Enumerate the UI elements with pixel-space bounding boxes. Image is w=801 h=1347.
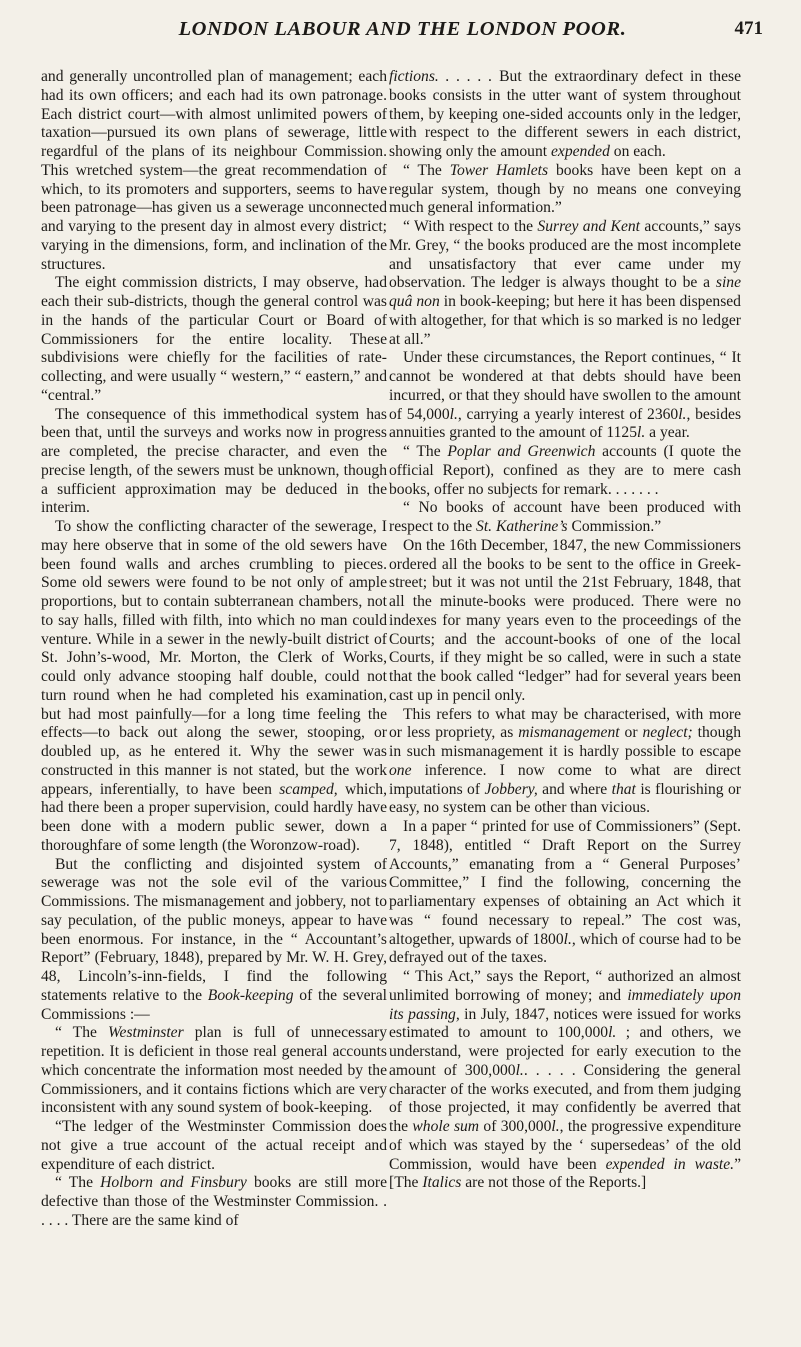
text-run: of the several Commissions :— <box>41 986 387 1023</box>
text-run: To show the conflicting character of the sewerage, I may here observe that in some of the old sewers have been found walls and arches crumbling to pieces. Some old sewers were found to be not only of ample proportions, but to contain subterranean chambers, not to say halls, filled with filth, into which no man could venture. While in a sewer in the newly-built district of St. John’s-wood, Mr. Morton, the Clerk of Works, could only advance stooping half double, could not turn round when he had completed his examination, but had most painfully—for a long time feeling the effects—to back out along the sewer, stooping, or doubled up, as he entered it. Why the sewer was constructed in this manner is not stated, but the work appears, inferentially, to have been <box>41 518 387 798</box>
paragraph <box>41 1174 387 1230</box>
text-run: or <box>619 724 643 742</box>
text-run: , which of course had to be defrayed out of the taxes. <box>389 930 741 967</box>
italic-text: l. <box>637 424 646 442</box>
italic-text: Book-keeping <box>207 986 294 1004</box>
italic-text: mismanagement <box>518 724 620 742</box>
text-run: But the extraordinary defect in these books consists in the utter want of system throughout them, by keeping one-sided accounts only in the ledger, with respect to the different sewers in each district, showing only the amount <box>389 68 741 160</box>
text-run: The consequence of this immethodical system has been that, until the surveys and works now in progress are completed, the precise character, and even the precise length, of the sewers must be unknown, though a sufficient approximation may be deduced in the interim. <box>41 405 387 517</box>
italic-text: Tower Hamlets <box>449 161 549 179</box>
text-run: on each. <box>609 143 666 160</box>
text-run: “ The <box>403 443 448 460</box>
text-run: This refers to what may be characterised, with more or less propriety, as <box>389 705 741 742</box>
paragraph <box>41 406 387 519</box>
italic-text: whole sum <box>412 1118 480 1135</box>
text-run: , besides annuities granted to the amount of 1125 <box>389 405 741 442</box>
paragraph <box>389 706 741 819</box>
italic-text: Poplar and Greenwich <box>447 443 596 460</box>
italic-text: l. <box>515 1061 524 1079</box>
paragraph <box>389 537 741 706</box>
text-run: accounts (I quote the official Report), confined as they are to mere cash books, offer no subjects for remark. . . . . . . <box>389 443 741 498</box>
right-column <box>389 68 741 1328</box>
italic-text: Holborn and Finsbury <box>100 1174 247 1192</box>
italic-text: Westminster <box>107 1024 184 1042</box>
text-run: in book-keeping; but here it has been dispensed with altogether, for that which is so marked is no ledger at all.” <box>389 293 741 348</box>
text-run: ; and others, we understand, were projected for early execution to the amount of 300,000 <box>389 1024 741 1079</box>
running-head <box>42 18 763 52</box>
text-run: . . . . . Considering the general character of the works executed, and from them judging of those projected, it may confidently be averred that the <box>389 1061 741 1135</box>
paragraph <box>41 518 387 856</box>
text-run: Commission.” <box>567 518 662 535</box>
italic-text: expended in waste. <box>605 1155 735 1173</box>
text-run: ” [The <box>389 1155 741 1192</box>
italic-text: l. <box>608 1024 617 1042</box>
text-run: On the 16th December, 1847, the new Commissioners ordered all the books to be sent to the office in Greek-street; but it was not until the 21st February, 1848, that all the minute-books were produced. There were no indexes for many years even to the proceedings of the Courts; and the account-books of one of the local Courts, if they might be so called, were in such a state that the book called “ledger” had for several years been cast up in pencil only. <box>389 536 741 704</box>
paragraph <box>389 499 741 537</box>
text-run: In a paper “ printed for use of Commissioners” (Sept. 7, 1848), entitled “ Draft Report on the Surrey Accounts,” emanating from a “ General Purposes’ Committee,” I find the following, concerning the parliamentary expenses of obtaining an Act which it was “ found necessary to repeal.” The cost was, altogether, upwards of 1800 <box>389 818 741 948</box>
text-run: is flourishing or easy, no system can be other than vicious. <box>389 780 741 817</box>
italic-text: Surrey and Kent <box>537 218 641 235</box>
italic-text: immediately upon its passing, <box>389 986 741 1023</box>
running-title: LONDON LABOUR AND THE LONDON POOR. <box>178 18 627 40</box>
text-run: “ This Act,” says the Report, “ authorized an almost unlimited borrowing of money; and <box>389 968 741 1004</box>
text-run: though in such mismanagement it is hardly possible to escape <box>389 724 741 760</box>
text-run: which, had there been a proper supervision, could hardly have been done with a modern public sewer, down a thoroughfare of some length (the Woronzow-road). <box>41 780 387 854</box>
paragraph <box>389 818 741 968</box>
italic-text: l. <box>563 930 572 948</box>
italic-text: expended <box>551 143 610 160</box>
text-run: accounts,” says Mr. Grey, “ the books produced are the most incomplete and unsatisfactory that ever came under my observation. The ledger is always thought to be a <box>389 218 741 292</box>
paragraph <box>41 1118 387 1174</box>
paragraph <box>41 68 387 274</box>
page-number: 471 <box>734 18 763 39</box>
italic-text: one <box>389 761 412 779</box>
text-run: inference. I now come to what are direct imputations of <box>389 761 741 798</box>
text-run: and where <box>537 780 612 798</box>
text-run: books are still more defective than those of the Westminster Commission. . . . . . There are the same kind of <box>41 1174 387 1229</box>
italic-text: Italics <box>422 1174 462 1192</box>
paragraph <box>389 218 741 349</box>
text-run: “The ledger of the Westminster Commission does not give a true account of the actual receipt and expenditure of each district. <box>41 1118 387 1173</box>
paragraph <box>389 68 741 162</box>
text-run: , carrying a yearly interest of 2360 <box>457 405 679 423</box>
text-run: The eight commission districts, I may observe, had each their sub-districts, though the general control was in the hands of the particular Court or Board of Commissioners for the entire locality. These subdivisions were chiefly for the facilities of rate-collecting, and were usually “ western,” “ eastern,” and “central.” <box>41 274 387 404</box>
paragraph <box>41 1024 387 1118</box>
text-run: plan is full of unnecessary repetition. It is deficient in those real general accounts which concentrate the information most needed by the Commissioners, and it contains fictions which are very inconsistent with any sound system of book-keeping. <box>41 1024 387 1117</box>
italic-text: sine quâ non <box>389 274 741 310</box>
italic-text: l. <box>551 1118 560 1135</box>
text-run: a year. <box>645 424 690 442</box>
paragraph <box>389 968 741 1193</box>
text-run: “ With respect to the <box>403 218 538 235</box>
italic-text: Jobbery, <box>484 780 538 798</box>
text-run: “ No books of account have been produced with respect to the <box>389 499 741 535</box>
paragraph <box>389 349 741 443</box>
italic-text: scamped, <box>279 780 338 798</box>
text-run: of 300,000 <box>479 1118 552 1135</box>
italic-text: fictions. . . . . . <box>389 68 493 85</box>
italic-text: neglect; <box>642 724 693 742</box>
text-run: and generally uncontrolled plan of management; each had its own officers; and each had its own patronage. Each district court—with almost unlimited powers of taxation—pursued its own plans of sewerage, little regardful of the plans of its neighbour Commission. This wretched system—the great recommendation of which, to its promoters and supporters, seems to have been patronage—has given us a sewerage unconnected and varying to the present day in almost every district; varying in the dimensions, form, and inclination of the structures. <box>41 68 387 273</box>
paragraph <box>41 274 387 405</box>
paragraph <box>41 856 387 1025</box>
text-run: “ The <box>403 161 450 179</box>
text-run: But the conflicting and disjointed system of sewerage was not the sole evil of the various Commissions. The mismanagement and jobbery, not to say peculation, of the public moneys, appear to have been enormous. For instance, in the “ Accountant’s Report” (February, 1848), prepared by Mr. W. H. Grey, 48, Lincoln’s-inn-fields, I find the following statements relative to the <box>41 855 387 1004</box>
text-run: in July, 1847, notices were issued for works estimated to amount to 100,000 <box>389 1005 741 1042</box>
text-run: “ The <box>55 1024 108 1042</box>
text-run: Under these circumstances, the Report continues, “ It cannot be wondered at that debts should have been incurred, or that they should have swollen to the amount of 54,000 <box>389 349 741 423</box>
italic-text: l. <box>678 405 687 423</box>
italic-text: that <box>611 780 636 798</box>
paragraph <box>389 443 741 499</box>
italic-text: St. Katherine’s <box>476 518 568 535</box>
paragraph <box>389 162 741 218</box>
left-column <box>41 68 387 1328</box>
text-run: “ The <box>55 1174 101 1192</box>
text-run: , the progressive expenditure of which was stayed by the ‘ supersedeas’ of the old Commission, would have been <box>389 1118 741 1173</box>
text-run: are not those of the Reports.] <box>461 1174 647 1192</box>
text-run: books have been kept on a regular system, though by no means one conveying much general information.” <box>389 161 741 217</box>
italic-text: l. <box>449 405 458 423</box>
